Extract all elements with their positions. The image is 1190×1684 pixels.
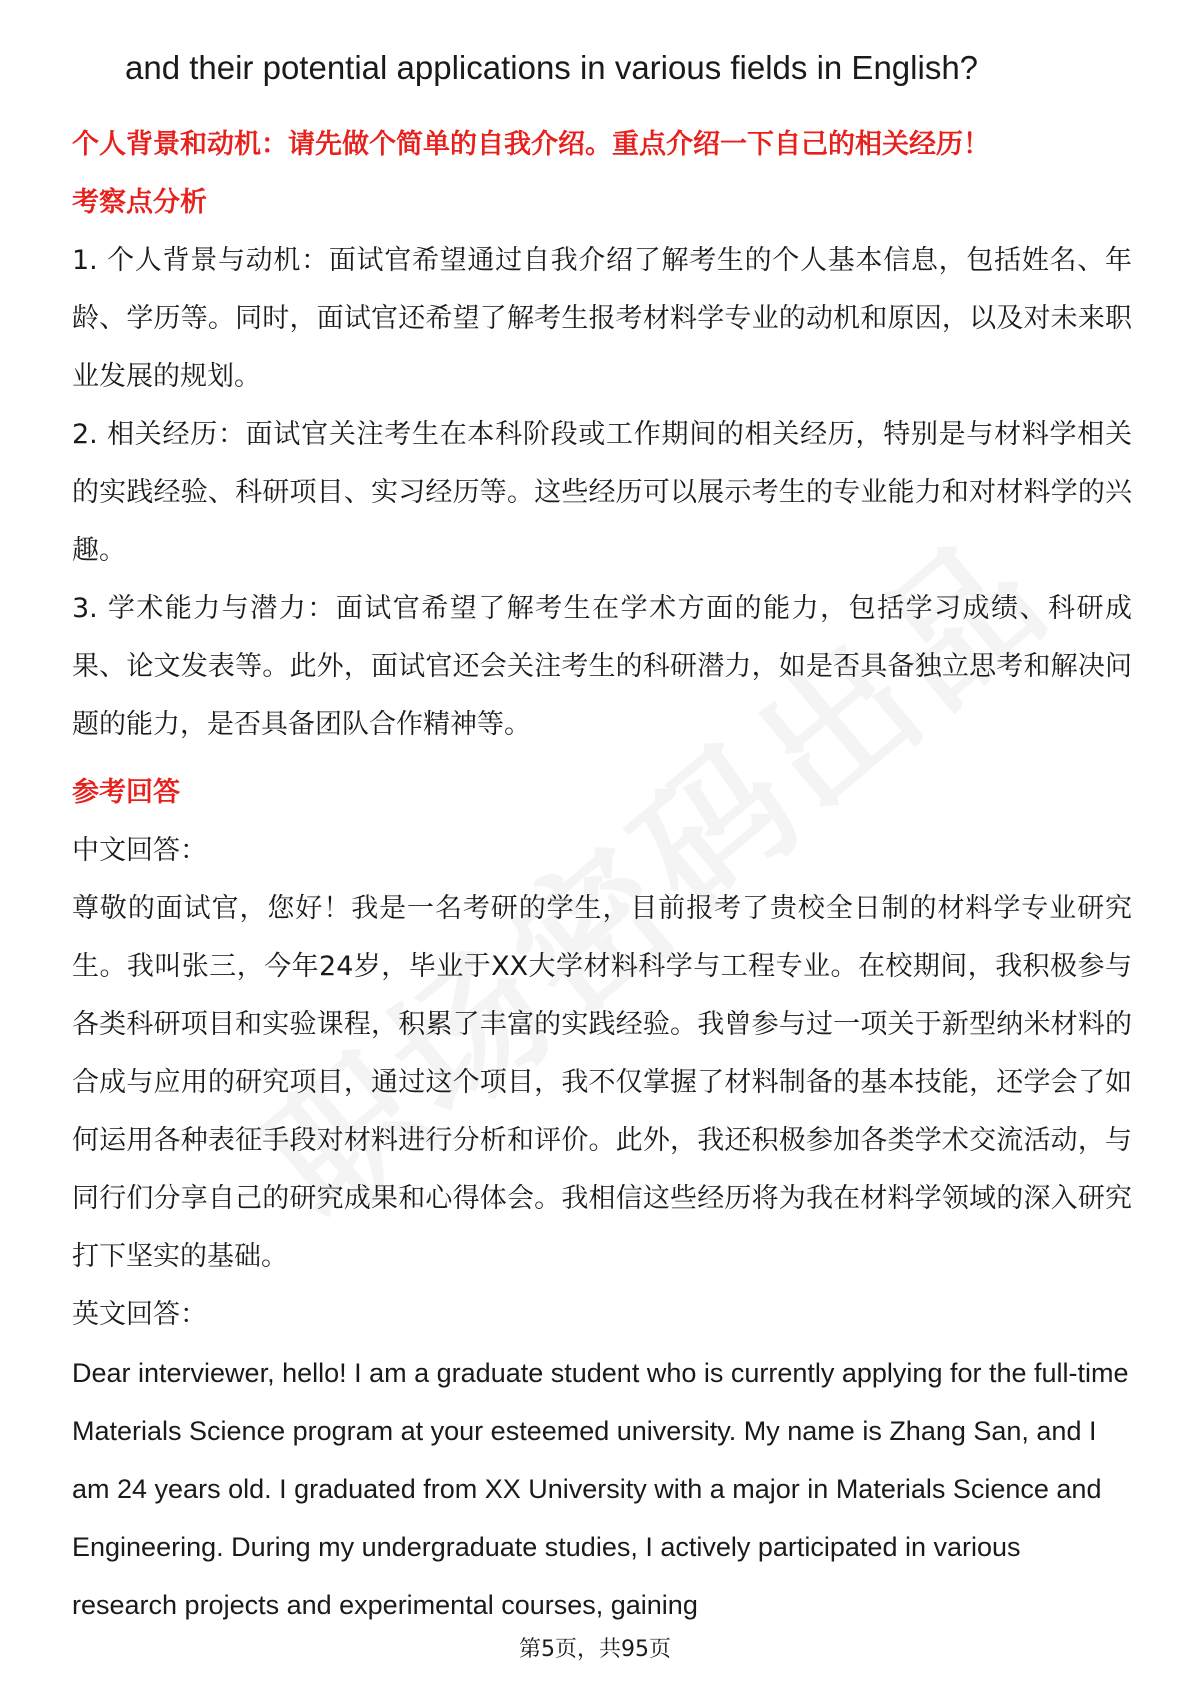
analysis-list xyxy=(72,232,1132,754)
english-answer-label: 英文回答： xyxy=(72,1299,207,1330)
question-title: 个人背景和动机：请先做个简单的自我介绍。重点介绍一下自己的相关经历！ xyxy=(72,129,990,160)
analysis-item-1: 1. 个人背景与动机：面试官希望通过自我介绍了解考生的个人基本信息，包括姓名、年龄、学历等。同时，面试官还希望了解考生报考材料学专业的动机和原因，以及对未来职业发展的规划。 xyxy=(72,245,1132,392)
analysis-item-3: 3. 学术能力与潜力：面试官希望了解考生在学术方面的能力，包括学习成绩、科研成果、论文发表等。此外，面试官还会关注考生的科研潜力，如是否具备独立思考和解决问题的能力，是否具备团队合作精神等。 xyxy=(72,593,1132,740)
reference-heading: 参考回答 xyxy=(72,777,180,808)
english-answer: Dear interviewer, hello! I am a graduate student who is currently applying for the full-time Materials Science program at your esteemed university. My name is Zhang San, and I am 24 years old. I graduated from XX University with a major in Materials Science and Engineering. During my undergraduate studies, I actively participated in various research projects and experimental courses, gaining xyxy=(72,1358,1129,1620)
analysis-heading: 考察点分析 xyxy=(72,187,207,218)
continuation-line: and their potential applications in various fields in English? xyxy=(125,49,979,86)
analysis-item-2: 2. 相关经历：面试官关注考生在本科阶段或工作期间的相关经历，特别是与材料学相关的实践经验、科研项目、实习经历等。这些经历可以展示考生的专业能力和对材料学的兴趣。 xyxy=(72,419,1132,566)
page-number-footer: 第5页，共95页 xyxy=(519,1637,671,1662)
chinese-answer-label: 中文回答： xyxy=(72,835,207,866)
page-content xyxy=(72,122,1132,1634)
chinese-answer: 尊敬的面试官，您好！我是一名考研的学生，目前报考了贵校全日制的材料学专业研究生。我叫张三，今年24岁，毕业于XX大学材料科学与工程专业。在校期间，我积极参与各类科研项目和实验课程，积累了丰富的实践经验。我曾参与过一项关于新型纳米材料的合成与应用的研究项目，通过这个项目，我不仅掌握了材料制备的基本技能，还学会了如何运用各种表征手段对材料进行分析和评价。此外，我还积极参加各类学术交流活动，与同行们分享自己的研究成果和心得体会。我相信这些经历将为我在材料学领域的深入研究打下坚实的基础。 xyxy=(72,893,1132,1272)
